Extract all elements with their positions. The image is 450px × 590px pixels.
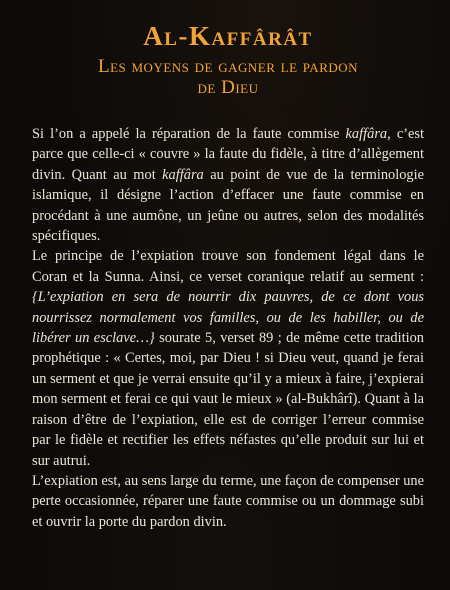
subtitle-line-2: de Dieu bbox=[197, 77, 259, 98]
term-kaffara: kaffâra bbox=[345, 126, 388, 142]
subtitle-line-1: Les moyens de gagner le pardon bbox=[97, 56, 359, 77]
page-subtitle bbox=[32, 56, 424, 98]
page-title: Al-Kaffârât bbox=[143, 21, 313, 51]
paragraph-1 bbox=[32, 124, 424, 246]
body-text bbox=[32, 124, 424, 532]
paragraph-1-part-b: , c’est parce que celle-ci « couvre » la faute du fidèle, à titre d’allègement divin. Quant au mot bbox=[32, 126, 424, 183]
paragraph-2-part-a: Le principe de l’expiation trouve son fondement légal dans le Coran et la Sunna. Ainsi, ce verset coranique relatif au serment : bbox=[32, 248, 424, 285]
paragraph-1-part-c: au point de vue de la terminologie islamique, il désigne l’action d’effacer une faute commise en procédant à une aumône, un jeûne ou autres, selon des modalités spécifiques. bbox=[32, 166, 424, 245]
paragraph-2-part-b: sourate 5, verset 89 ; de même cette tradition prophétique : « Certes, moi, par Dieu ! si Dieu veut, quand je ferai un serment et que je verrai ensuite qu’il y a mieux à faire, j’expierai mon serment et ferai ce qui vaut le mieux » (al-Bukhârî). Quant à la raison d’être de l’expiation, elle est de corriger l’erreur commise par le fidèle et rectifier les effets néfastes qu’elle produit sur lui et sur autrui. bbox=[32, 330, 424, 469]
paragraph-1-part-a: Si l’on a appelé la réparation de la faute commise bbox=[32, 126, 346, 142]
paragraph-3: L’expiation est, au sens large du terme, une façon de compenser une perte occasionnée, réparer une faute commise ou un dommage subi et ouvrir la porte du pardon divin. bbox=[32, 472, 425, 530]
quran-quote: {L’expiation en sera de nourrir dix pauvres, de ce dont vous nourrissez normalement vos familles, ou de les habiller, ou de libérer un esclave…} bbox=[32, 289, 424, 347]
term-kaffara: kaffâra bbox=[162, 166, 204, 183]
paragraph-2 bbox=[32, 246, 424, 470]
